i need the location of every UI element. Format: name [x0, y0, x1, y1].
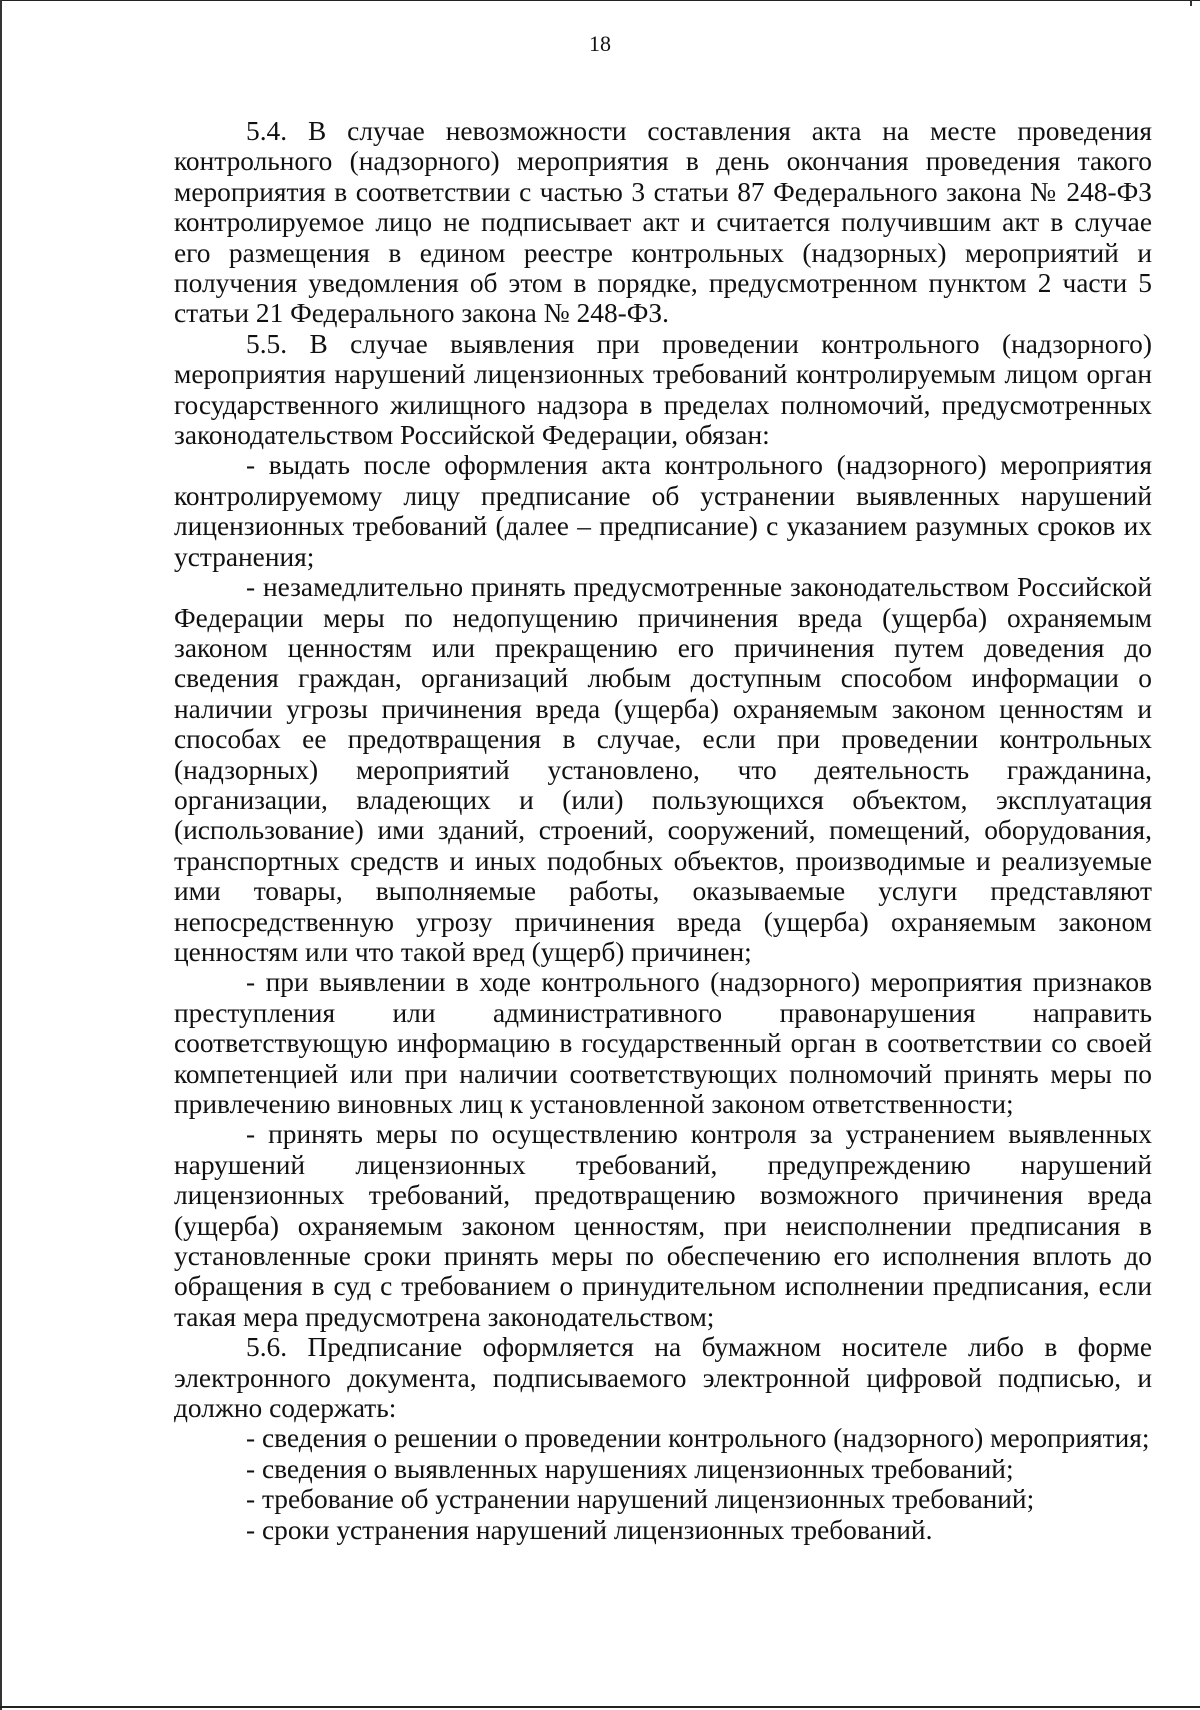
paragraph-5-6: 5.6. Предписание оформляется на бумажном носителе либо в форме электронного документа, подписываемого электронной цифровой подписью, и должно содержать:: [174, 1332, 1152, 1424]
list-item-crime-signs: - при выявлении в ходе контрольного (надзорного) мероприятия признаков преступления или административного правонарушения направить соответствующую информацию в государственный орган в соответствии со своей компетенцией или при наличии соответствующих полномочий принять меры по привлечению виновных лиц к установленной законом ответственности;: [174, 967, 1152, 1119]
scan-mark: [1190, 0, 1192, 6]
document-body: [174, 116, 1152, 1545]
list-item-issue-order: - выдать после оформления акта контрольного (надзорного) мероприятия контролируемому лицу предписание об устранении выявленных нарушений лицензионных требований (далее – предписание) с указанием разумных сроков их устранения;: [174, 450, 1152, 572]
scan-border-bottom: [0, 1706, 1200, 1708]
paragraph-5-5: 5.5. В случае выявления при проведении контрольного (надзорного) мероприятия нарушений лицензионных требований контролируемым лицом орган государственного жилищного надзора в пределах полномочий, предусмотренных законодательством Российской Федерации, обязан:: [174, 328, 1152, 451]
list-item-elimination-requirement: - требование об устранении нарушений лицензионных требований;: [246, 1484, 1035, 1515]
page-number: 18: [589, 31, 611, 56]
list-item-decision-info: - сведения о решении о проведении контрольного (надзорного) мероприятия;: [246, 1423, 1150, 1454]
list-item-violations-info: - сведения о выявленных нарушениях лицензионных требований;: [246, 1453, 1014, 1484]
list-item-elimination-deadlines: - сроки устранения нарушений лицензионных требований.: [246, 1514, 933, 1545]
list-item-prevent-harm: - незамедлительно принять предусмотренные законодательством Российской Федерации меры по недопущению причинения вреда (ущерба) охраняемым законом ценностям или прекращению его причинения путем доведения до сведения граждан, организаций любым доступным способом информации о наличии угрозы причинения вреда (ущерба) охраняемым законом ценностям и способах ее предотвращения в случае, если при проведении контрольных (надзорных) мероприятий установлено, что деятельность гражданина, организации, владеющих и (или) пользующихся объектом, эксплуатация (использование) ими зданий, строений, сооружений, помещений, оборудования, транспортных средств и иных подобных объектов, производимые и реализуемые ими товары, выполняемые работы, оказываемые услуги представляют непосредственную угрозу причинения вреда (ущерба) охраняемым законом ценностям или что такой вред (ущерб) причинен;: [174, 572, 1152, 967]
scan-border-top: [0, 0, 1200, 1]
list-item-control-measures: - принять меры по осуществлению контроля за устранением выявленных нарушений лицензионных требований, предупреждению нарушений лицензионных требований, предотвращению возможного причинения вреда (ущерба) охраняемым законом ценностям, при неисполнении предписания в установленные сроки принять меры по обеспечению его исполнения вплоть до обращения в суд с требованием о принудительном исполнении предписания, если такая мера предусмотрена законодательством;: [174, 1119, 1152, 1332]
paragraph-5-4: 5.4. В случае невозможности составления акта на месте проведения контрольного (надзорного) мероприятия в день окончания проведения такого мероприятия в соответствии с частью 3 статьи 87 Федерального закона № 248-ФЗ контролируемое лицо не подписывает акт и считается получившим акт в случае его размещения в едином реестре контрольных (надзорных) мероприятий и получения уведомления об этом в порядке, предусмотренном пунктом 2 части 5 статьи 21 Федерального закона № 248-ФЗ.: [174, 116, 1152, 329]
scan-border-left: [0, 0, 2, 1710]
